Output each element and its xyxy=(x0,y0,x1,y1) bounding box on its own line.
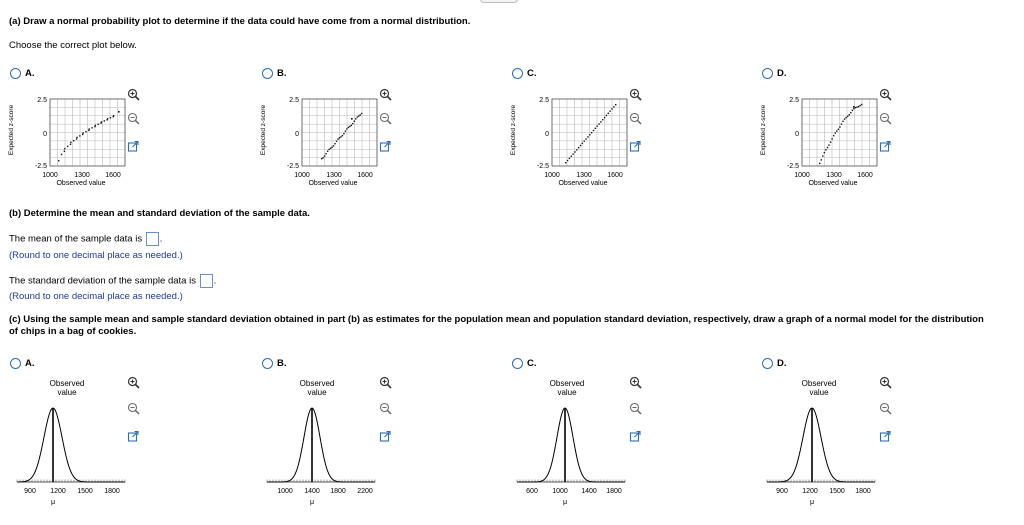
scatter-point xyxy=(88,130,89,131)
scatter-points xyxy=(58,111,120,161)
scatter-point xyxy=(606,115,607,116)
normal-curve xyxy=(767,408,875,482)
scatter-point xyxy=(334,143,335,144)
scatter-point xyxy=(73,140,74,141)
x-tick: 1300 xyxy=(74,172,90,179)
x-axis-label: Observed value xyxy=(808,180,858,187)
radio-button[interactable] xyxy=(762,358,773,369)
scatter-point xyxy=(838,129,839,130)
part-c-curve-b xyxy=(265,376,385,510)
scatter-point xyxy=(852,110,853,111)
scatter-point xyxy=(351,118,353,120)
mean-hint: (Round to one decimal place as needed.) xyxy=(9,250,183,261)
scatter-point xyxy=(598,123,599,124)
scatter-point xyxy=(844,118,845,119)
y-tick: -2.5 xyxy=(536,163,549,170)
scatter-point xyxy=(585,138,586,139)
open-new-window-icon[interactable] xyxy=(379,430,392,443)
scatter-point xyxy=(343,133,344,134)
part-a-plot-a xyxy=(5,92,130,190)
scatter-point xyxy=(328,149,329,150)
scatter-point xyxy=(567,160,568,161)
scatter-point xyxy=(591,132,592,133)
scatter-point xyxy=(70,142,71,143)
sd-answer-input[interactable] xyxy=(200,274,213,288)
scatter-point xyxy=(604,117,605,118)
open-new-window-icon[interactable] xyxy=(629,430,642,443)
mean-text: The mean of the sample data is xyxy=(9,233,143,245)
open-new-window-icon[interactable] xyxy=(629,140,642,153)
scatter-point xyxy=(67,146,68,147)
scatter-point xyxy=(64,148,65,149)
scatter-point xyxy=(82,132,83,133)
y-tick: 0 xyxy=(795,131,799,138)
x-tick: 1200 xyxy=(802,488,818,495)
y-tick: -2.5 xyxy=(786,163,799,170)
scatter-point xyxy=(361,113,362,114)
radio-button[interactable] xyxy=(10,68,21,79)
y-axis-label: Expected z-score xyxy=(510,104,517,156)
grid xyxy=(552,99,627,166)
radio-button[interactable] xyxy=(262,358,273,369)
mu-label: μ xyxy=(562,499,568,506)
scatter-point xyxy=(91,127,92,128)
x-tick: 1800 xyxy=(606,488,622,495)
scatter-point xyxy=(574,151,575,152)
y-tick: 2.5 xyxy=(789,97,799,104)
scatter-point xyxy=(76,137,77,138)
scatter-point xyxy=(841,123,842,124)
zoom-out-icon[interactable] xyxy=(879,112,892,125)
scatter-point xyxy=(333,145,334,146)
zoom-in-icon[interactable] xyxy=(127,376,140,389)
sd-text: The standard deviation of the sample data is xyxy=(9,275,196,287)
scatter-point xyxy=(847,116,848,117)
x-tick: 1000 xyxy=(794,172,810,179)
zoom-out-icon[interactable] xyxy=(629,112,642,125)
mean-row xyxy=(9,232,162,246)
open-new-window-icon[interactable] xyxy=(879,430,892,443)
scatter-point xyxy=(64,151,65,152)
scatter-point xyxy=(582,143,583,144)
x-tick: 1500 xyxy=(829,488,845,495)
option-label: C. xyxy=(527,68,537,79)
curve-title: value xyxy=(57,388,77,397)
scatter-point xyxy=(853,108,854,109)
scatter-point xyxy=(855,107,856,108)
scatter-point xyxy=(351,125,352,126)
scatter-point xyxy=(348,127,349,128)
part-c-curve-a xyxy=(15,376,135,510)
part-a-option-d[interactable] xyxy=(762,68,787,79)
scatter-point xyxy=(822,155,823,156)
scatter-point xyxy=(58,160,59,161)
scatter-points xyxy=(321,113,362,160)
curve-title: value xyxy=(307,388,327,397)
scatter-point xyxy=(330,148,331,149)
scatter-point xyxy=(613,106,614,107)
x-tick: 1800 xyxy=(330,488,346,495)
scatter-point xyxy=(833,135,834,136)
part-a-plot-b xyxy=(257,92,382,190)
scatter-point xyxy=(825,149,826,150)
curve-title: Observed xyxy=(549,379,585,388)
part-a-instruction: Choose the correct plot below. xyxy=(9,40,137,51)
y-axis-label: Expected z-score xyxy=(260,104,267,156)
y-axis-label: Expected z-score xyxy=(8,104,15,156)
scatter-point xyxy=(345,131,346,132)
zoom-out-icon[interactable] xyxy=(879,402,892,415)
normal-curve xyxy=(267,408,375,482)
part-c-option-b[interactable] xyxy=(262,358,287,369)
top-tab-handle[interactable] xyxy=(480,0,518,3)
mean-answer-input[interactable] xyxy=(146,232,159,246)
y-tick: 2.5 xyxy=(37,97,47,104)
part-a-plot-d xyxy=(757,92,882,190)
part-a-option-c[interactable] xyxy=(512,68,537,79)
x-tick: 1600 xyxy=(357,172,373,179)
scatter-point xyxy=(569,158,570,159)
scatter-point xyxy=(322,157,323,158)
x-axis-label: Observed value xyxy=(308,180,358,187)
scatter-point xyxy=(858,106,859,107)
scatter-point xyxy=(113,115,114,116)
zoom-in-icon[interactable] xyxy=(379,376,392,389)
scatter-point xyxy=(578,147,579,148)
x-tick: 1000 xyxy=(277,488,293,495)
zoom-out-icon[interactable] xyxy=(379,112,392,125)
scatter-point xyxy=(831,138,832,139)
scatter-point xyxy=(608,113,609,114)
scatter-point xyxy=(349,126,350,127)
zoom-out-icon[interactable] xyxy=(379,402,392,415)
open-new-window-icon[interactable] xyxy=(127,430,140,443)
curve-title: value xyxy=(809,388,829,397)
y-tick: 2.5 xyxy=(289,97,299,104)
option-label: D. xyxy=(777,358,787,369)
part-c-option-c[interactable] xyxy=(512,358,537,369)
scatter-point xyxy=(327,151,328,152)
x-tick: 1500 xyxy=(77,488,93,495)
zoom-out-icon[interactable] xyxy=(629,402,642,415)
radio-button[interactable] xyxy=(512,68,523,79)
scatter-point xyxy=(836,130,837,131)
scatter-point xyxy=(571,156,572,157)
normal-curve xyxy=(517,408,625,482)
x-tick: 1000 xyxy=(552,488,568,495)
sd-row xyxy=(9,274,216,288)
scatter-point xyxy=(828,144,829,145)
grid xyxy=(302,99,377,166)
scatter-point xyxy=(576,149,577,150)
x-tick: 900 xyxy=(776,488,788,495)
part-a-option-b[interactable] xyxy=(262,68,287,79)
mu-label: μ xyxy=(50,499,56,506)
scatter-point xyxy=(611,108,612,109)
radio-button[interactable] xyxy=(762,68,773,79)
scatter-point xyxy=(827,147,828,148)
scatter-point xyxy=(325,153,326,154)
scatter-point xyxy=(565,162,566,163)
y-tick: 0 xyxy=(545,131,549,138)
x-tick: 1000 xyxy=(42,172,58,179)
scatter-point xyxy=(98,124,99,125)
scatter-point xyxy=(600,121,601,122)
scatter-point xyxy=(340,136,341,137)
normal-curve xyxy=(17,408,125,482)
scatter-point xyxy=(82,134,83,135)
x-tick: 1300 xyxy=(826,172,842,179)
part-b-prompt: (b) Determine the mean and standard deviation of the sample data. xyxy=(9,208,310,219)
scatter-point xyxy=(101,121,102,122)
scatter-point xyxy=(337,138,338,139)
zoom-in-icon[interactable] xyxy=(879,88,892,101)
scatter-point xyxy=(354,121,355,122)
open-new-window-icon[interactable] xyxy=(127,140,140,153)
x-tick: 600 xyxy=(526,488,538,495)
scatter-point xyxy=(107,118,108,119)
scatter-point xyxy=(589,134,590,135)
scatter-point xyxy=(85,131,86,132)
curve-title: Observed xyxy=(299,379,335,388)
y-tick: -2.5 xyxy=(34,163,47,170)
scatter-point xyxy=(324,155,325,156)
scatter-point xyxy=(580,145,581,146)
scatter-point xyxy=(819,163,820,164)
open-new-window-icon[interactable] xyxy=(879,140,892,153)
zoom-in-icon[interactable] xyxy=(629,376,642,389)
part-a-option-a[interactable] xyxy=(10,68,35,79)
part-c-prompt-line2: of chips in a bag of cookies. xyxy=(9,326,137,337)
scatter-point xyxy=(321,158,322,159)
x-axis-label: Observed value xyxy=(56,180,106,187)
scatter-point xyxy=(859,105,860,106)
scatter-point xyxy=(861,104,862,105)
y-tick: -2.5 xyxy=(286,163,299,170)
scatter-point xyxy=(593,130,594,131)
x-tick: 1300 xyxy=(576,172,592,179)
x-tick: 1600 xyxy=(105,172,121,179)
part-c-prompt-line1: (c) Using the sample mean and sample standard deviation obtained in part (b) as estimates for the population mean and population standard deviation, respectively, draw a graph of a normal model for the distribution xyxy=(9,314,984,325)
scatter-points xyxy=(565,104,616,163)
option-label: D. xyxy=(777,68,787,79)
option-label: A. xyxy=(25,358,35,369)
curve-title: Observed xyxy=(801,379,837,388)
period: . xyxy=(213,275,217,287)
y-tick: 2.5 xyxy=(539,97,549,104)
period: . xyxy=(159,233,163,245)
scatter-point xyxy=(853,106,855,108)
scatter-point xyxy=(360,114,361,115)
part-c-option-a[interactable] xyxy=(10,358,35,369)
x-tick: 1200 xyxy=(50,488,66,495)
scatter-point xyxy=(572,153,573,154)
scatter-point xyxy=(79,135,80,136)
option-label: A. xyxy=(25,68,35,79)
scatter-point xyxy=(352,123,353,124)
x-tick: 1600 xyxy=(857,172,873,179)
open-new-window-icon[interactable] xyxy=(379,140,392,153)
sd-hint: (Round to one decimal place as needed.) xyxy=(9,291,183,302)
option-label: B. xyxy=(277,358,287,369)
option-label: C. xyxy=(527,358,537,369)
scatter-point xyxy=(824,152,825,153)
scatter-point xyxy=(595,128,596,129)
mu-label: μ xyxy=(809,499,815,506)
curve-title: value xyxy=(557,388,577,397)
x-tick: 1000 xyxy=(544,172,560,179)
scatter-point xyxy=(61,154,62,155)
x-tick: 1800 xyxy=(104,488,120,495)
scatter-point xyxy=(839,126,840,127)
x-tick: 1600 xyxy=(607,172,623,179)
scatter-point xyxy=(584,141,585,142)
scatter-point xyxy=(830,142,831,143)
x-tick: 2200 xyxy=(357,488,373,495)
scatter-point xyxy=(89,128,90,129)
radio-button[interactable] xyxy=(512,358,523,369)
zoom-in-icon[interactable] xyxy=(379,88,392,101)
scatter-point xyxy=(336,141,337,142)
scatter-point xyxy=(821,159,822,160)
scatter-point xyxy=(339,137,340,138)
option-label: B. xyxy=(277,68,287,79)
scatter-point xyxy=(342,135,343,136)
zoom-in-icon[interactable] xyxy=(127,88,140,101)
scatter-point xyxy=(596,125,597,126)
scatter-point xyxy=(118,111,120,113)
part-c-curve-c xyxy=(515,376,635,510)
part-c-curve-d xyxy=(765,376,885,510)
x-tick: 1000 xyxy=(294,172,310,179)
scatter-point xyxy=(609,110,610,111)
scatter-point xyxy=(357,116,358,117)
grid xyxy=(50,99,125,166)
scatter-point xyxy=(842,121,843,122)
part-c-option-d[interactable] xyxy=(762,358,787,369)
scatter-point xyxy=(849,114,850,115)
scatter-point xyxy=(70,144,71,145)
scatter-point xyxy=(76,138,77,139)
x-tick: 1400 xyxy=(581,488,597,495)
x-axis-label: Observed value xyxy=(558,180,608,187)
scatter-point xyxy=(835,132,836,133)
x-tick: 1400 xyxy=(304,488,320,495)
curve-title: Observed xyxy=(49,379,85,388)
scatter-point xyxy=(331,147,332,148)
part-a-plot-c xyxy=(507,92,632,190)
grid xyxy=(802,99,877,166)
y-axis-label: Expected z-score xyxy=(760,104,767,156)
scatter-point xyxy=(587,136,588,137)
y-tick: 0 xyxy=(43,131,47,138)
x-tick: 900 xyxy=(24,488,36,495)
scatter-points xyxy=(819,104,862,164)
scatter-point xyxy=(358,115,359,116)
zoom-in-icon[interactable] xyxy=(629,88,642,101)
scatter-point xyxy=(346,128,347,129)
radio-button[interactable] xyxy=(10,358,21,369)
scatter-point xyxy=(110,117,111,118)
scatter-point xyxy=(850,112,851,113)
mu-label: μ xyxy=(309,499,315,506)
scatter-point xyxy=(355,118,356,119)
radio-button[interactable] xyxy=(262,68,273,79)
scatter-point xyxy=(104,120,105,121)
scatter-point xyxy=(856,106,857,107)
y-tick: 0 xyxy=(295,131,299,138)
scatter-point xyxy=(615,104,616,105)
zoom-out-icon[interactable] xyxy=(127,112,140,125)
x-tick: 1800 xyxy=(855,488,871,495)
scatter-point xyxy=(602,119,603,120)
zoom-in-icon[interactable] xyxy=(879,376,892,389)
part-a-prompt: (a) Draw a normal probability plot to determine if the data could have come from a normal distribution. xyxy=(9,16,471,27)
scatter-point xyxy=(845,117,846,118)
x-tick: 1300 xyxy=(326,172,342,179)
zoom-out-icon[interactable] xyxy=(127,402,140,415)
scatter-point xyxy=(95,125,96,126)
